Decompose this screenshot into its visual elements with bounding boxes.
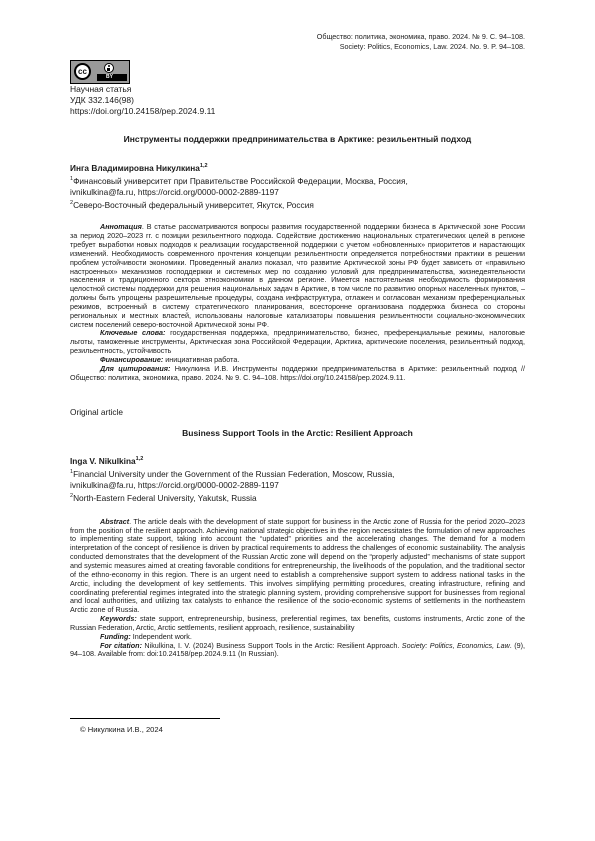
- abstract-text-ru: . В статье рассматриваются вопросы развития государственной поддержки бизнеса в Арктической зоне России за период 2020–2023 гг. с позиции резильентного подхода. Содействие достижению национальных стратегических целей в регионе требует выработки новых подходов к реализации государственной поддержки с учетом «обновленных» приоритетов и нарастающих изменений. Необходимость современного прочтения концепции резильентности определяется потребностями практики в решении проблем устойчивости экономики. Проведенный анализ показал, что развитие Арктической зоны РФ будет зависеть от «правильно настроенных» механизмов господдержки и системных мер по созданию условий для предпринимательства, жизнедеятельности населения и традиционного сектора этноэкономики в данном регионе. Имеется настоятельная необходимость формирования целостной системы поддержки для решения национальных задач в Арктике, в том числе по развитию опорных населенных пунктов, – должны быть упрощены разрешительные процедуры, создана инфраструктура, отлажен и согласован механизм преференциальных режимов, встроенный в систему стратегического планирования, всесторонне организована поддержка бизнеса со стороны региональных и местных властей, использованы налоговые катализаторы повышения резильентности социально-экономических систем поселений северо-восточной Арктической зоны РФ.: [70, 222, 525, 329]
- abstract-ru: [70, 223, 525, 329]
- citation-label-ru: Для цитирования:: [100, 363, 171, 373]
- affiliation-2-ru-text: Северо-Восточный федеральный университет, Якутск, Россия: [73, 199, 314, 210]
- footnote-rule: [70, 718, 220, 719]
- affiliation-2-en: $^2$North-Eastern Federal University, Yakutsk, Russia: [70, 492, 257, 503]
- keywords-ru: [70, 329, 525, 356]
- citation-journal-en: Society: Politics, Economics, Law: [401, 640, 510, 650]
- affiliation-1-en-contacts[interactable]: ivnikulkina@fa.ru, https://orcid.org/0000-0002-2889-1197: [70, 480, 279, 491]
- funding-label-ru: Финансирование:: [100, 354, 164, 364]
- abstract-label-ru: Аннотация: [100, 222, 142, 232]
- author-name-ru: [70, 161, 525, 174]
- affiliation-2-ru: $^2$Северо-Восточный федеральный университет, Якутск, Россия: [70, 199, 314, 210]
- citation-text-ru: Никулкина И.В. Инструменты поддержки предпринимательства в Арктике: резильентный подход // Общество: политика, экономика, право. 2024. № 9. С. 94–108. https://doi.org/10.24158/pep.2024.9.11.: [70, 363, 525, 382]
- udc-code: УДК 332.146(98): [70, 95, 134, 105]
- abstract-en: [70, 518, 525, 615]
- affiliation-1-en-text: Financial University under the Government of the Russian Federation, Moscow, Russia,: [73, 469, 395, 480]
- running-head-ru: Общество: политика, экономика, право. 2024. № 9. С. 94–108.: [316, 32, 525, 41]
- article-title-en: Business Support Tools in the Arctic: Resilient Approach: [182, 428, 413, 439]
- keywords-text-en: state support, entrepreneurship, business, preferential regimes, tax benefits, customs instruments, Arctic zone of the Russian Federation, Arctic, Arctic settlements, resilient approach, resilience, sustainability: [70, 614, 525, 632]
- citation-text-en-a: Nikulkina, I. V. (2024) Business Support Tools in the Arctic: Resilient Approach.: [141, 640, 402, 650]
- keywords-label-ru: Ключевые слова:: [100, 328, 166, 338]
- citation-label-en: For citation:: [100, 640, 142, 650]
- running-head-en: Society: Politics, Economics, Law. 2024. No. 9. P. 94–108.: [339, 41, 525, 51]
- funding-text-ru: инициативная работа.: [163, 354, 240, 364]
- author-affiliation-marks-ru: 1,2: [199, 163, 208, 169]
- article-type-ru: Научная статья: [70, 84, 132, 94]
- abstract-text-en: . The article deals with the development of state support for business in the Arctic zone of Russia for the period 2020–2023 from the position of the resilient approach. Achieving national strategic objectives in the region necessitates the formulation of new approaches to implementing state support, taking into account the “updated” priorities and the accelerating changes. The demand for a modern interpretation of the concept of resilience is driven by practical requirements to address the challenges of economic sustainability. The analysis conducted demonstrates that the development of the Russian Arctic zone will depend on the “properly adjusted” mechanisms of state support and systemic measures aimed at creating favorable conditions for entrepreneurship, the livelihoods of the population, and the traditional sector of the ethno-economy in this region. There is an urgent need to establish a comprehensive support system to address national tasks in the Arctic, including the development of key settlements. This involves simplifying permitting procedures, creating infrastructure, refining and coordinating preferential regimes integrated into the strategic planning system, providing comprehensive support for businesses from regional and local authorities, and utilizing tax catalysts to enhance the resilience of the socio-economic systems of settlements in the northeastern Arctic zone of Russia.: [70, 516, 525, 615]
- affiliation-2-en-text: North-Eastern Federal University, Yakutsk, Russia: [73, 492, 257, 503]
- cc-label: cc: [74, 63, 91, 80]
- citation-text-en-b: . (9), 94–108. Available from: doi:10.24158/pep.2024.9.11 (In Russian).: [70, 640, 525, 659]
- article-title-ru: Инструменты поддержки предпринимательства в Арктике: резильентный подход: [123, 134, 472, 144]
- footnote-area: [70, 718, 230, 734]
- author-name-en: [70, 454, 525, 467]
- citation-en: [70, 642, 525, 660]
- affiliation-1-ru: $^1$Финансовый университет при Правительстве Российской Федерации, Москва, Россия,: [70, 175, 408, 186]
- author-affiliation-marks-en: 1,2: [135, 456, 144, 463]
- affiliation-1-en: $^1$Financial University under the Government of the Russian Federation, Moscow, Russia,: [70, 469, 395, 480]
- running-head: [70, 32, 525, 51]
- paper-page: [70, 32, 525, 659]
- creative-commons-by-icon: [70, 60, 130, 84]
- keywords-label-en: Keywords:: [100, 614, 137, 624]
- attribution-person-icon: [104, 63, 114, 73]
- author-name-en-text: Inga V. Nikulkina: [70, 456, 136, 467]
- affiliation-1-ru-contacts[interactable]: ivnikulkina@fa.ru, https://orcid.org/0000-0002-2889-1197: [70, 186, 279, 197]
- abstract-label-en: Abstract: [100, 516, 130, 526]
- by-label: BY: [106, 74, 113, 80]
- affiliation-1-ru-text: Финансовый университет при Правительстве Российской Федерации, Москва, Россия,: [73, 175, 408, 186]
- funding-label-en: Funding:: [100, 631, 131, 641]
- article-type-en: Original article: [70, 407, 124, 418]
- copyright-notice: © Никулкина И.В., 2024: [80, 725, 163, 734]
- doi-link[interactable]: https://doi.org/10.24158/pep.2024.9.11: [70, 106, 216, 116]
- keywords-text-ru: государственная поддержка, предпринимательство, бизнес, преференциальные режимы, налоговые льготы, таможенные инструменты, Арктическая зона Российской Федерации, Арктика, арктические поселения, резильентный подход, резильентность, устойчивость: [70, 328, 525, 356]
- citation-ru: [70, 365, 525, 383]
- funding-text-en: Independent work.: [130, 631, 192, 641]
- keywords-en: [70, 615, 525, 633]
- author-name-ru-text: Инга Владимировна Никулкина: [70, 162, 200, 173]
